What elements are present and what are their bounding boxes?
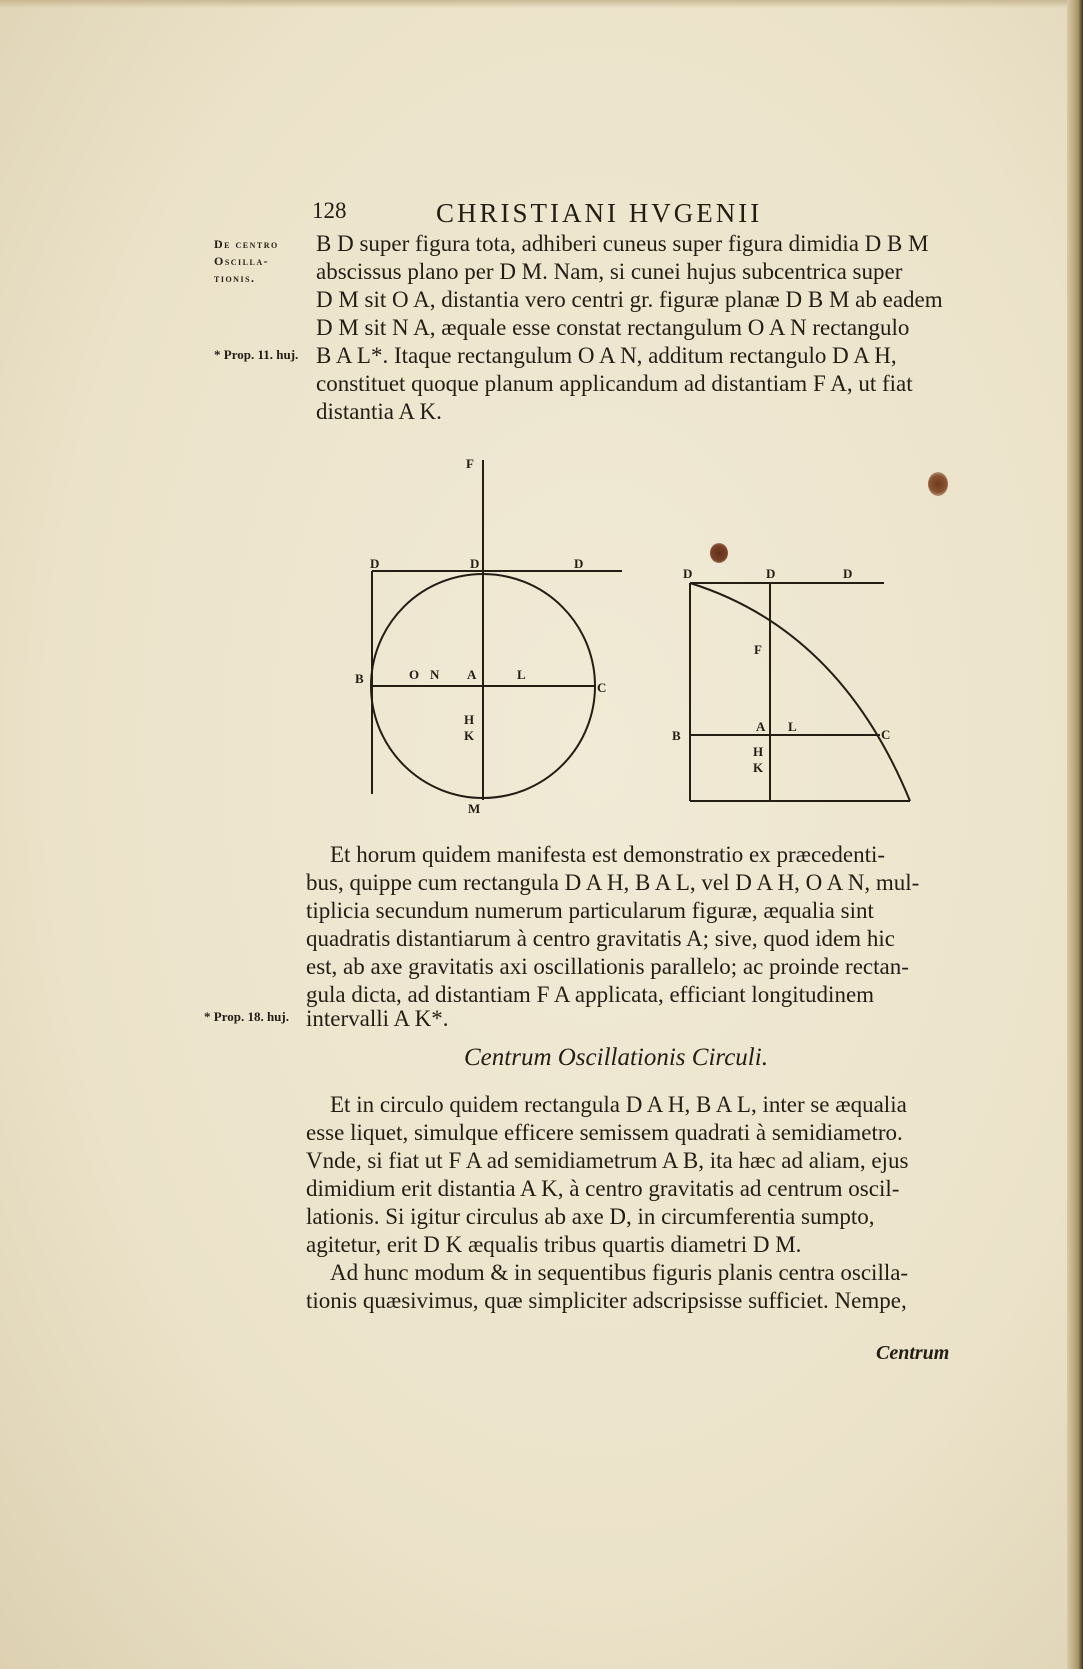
text-line: intervalli A K*. — [306, 1006, 449, 1031]
text-line: gula dicta, ad distantiam F A applicata, efficiant longitudinem — [306, 982, 875, 1007]
label-l: L — [517, 667, 526, 682]
figure-semiparabola-labels — [672, 566, 890, 775]
text-line: abscissus plano per D M. Nam, si cunei hujus subcentrica super — [316, 259, 903, 284]
text-line: Ad hunc modum & in sequentibus figuris planis centra oscilla- — [330, 1260, 909, 1285]
text-line: dimidium erit distantia A K, à centro gravitatis ad centrum oscil- — [306, 1176, 900, 1201]
text-line: quadratis distantiarum à centro gravitatis A; sive, quod idem hic — [306, 926, 895, 951]
label-d: D — [683, 566, 693, 581]
text-line: lationis. Si igitur circulus ab axe D, in circumferentia sumpto, — [306, 1204, 875, 1229]
label-m: M — [468, 801, 481, 816]
label-n: N — [430, 667, 440, 682]
figure-semiparabola — [690, 583, 910, 801]
margin-reference: * Prop. 11. huj. — [214, 347, 299, 362]
label-d: D — [370, 556, 380, 571]
label-f: F — [754, 642, 762, 657]
text-line: tionis quæsivimus, quæ simpliciter adscripsisse sufficiet. Nempe, — [306, 1288, 907, 1313]
label-a: A — [756, 719, 766, 734]
section-heading: Centrum Oscillationis Circuli. — [464, 1044, 768, 1071]
label-b: B — [672, 728, 681, 743]
page-number: 128 — [312, 198, 347, 223]
text-line: distantia A K. — [316, 399, 442, 424]
text-line: est, ab axe gravitatis axi oscillationis parallelo; ac proinde rectan- — [306, 954, 909, 979]
text-line: B D super figura tota, adhiberi cuneus super figura dimidia D B M — [316, 231, 929, 256]
text-line: D M sit N A, æquale esse constat rectangulum O A N rectangulo — [316, 315, 910, 340]
margin-reference: * Prop. 18. huj. — [204, 1009, 289, 1024]
text-line: Vnde, si fiat ut F A ad semidiametrum A B, ita hæc ad aliam, ejus — [306, 1148, 909, 1173]
label-d: D — [843, 566, 853, 581]
label-l: L — [788, 719, 797, 734]
label-c: C — [881, 727, 891, 742]
label-c: C — [597, 680, 607, 695]
text-line: tiplicia secundum numerum particularum figuræ, æqualia sint — [306, 898, 874, 923]
margin-note-line: De centro — [214, 237, 279, 251]
margin-note-line: Oscilla- — [214, 254, 270, 268]
text-line: Et horum quidem manifesta est demonstratio ex præcedenti- — [330, 842, 886, 867]
text-line: D M sit O A, distantia vero centri gr. figuræ planæ D B M ab eadem — [316, 287, 943, 312]
label-h: H — [464, 712, 475, 727]
margin-note-line: tionis. — [214, 271, 256, 285]
label-b: B — [355, 671, 364, 686]
label-d: D — [574, 556, 584, 571]
figure-circle — [371, 460, 622, 800]
running-title: CHRISTIANI HVGENII — [436, 198, 763, 228]
label-k: K — [464, 728, 475, 743]
label-f: F — [466, 456, 474, 471]
text-line: Et in circulo quidem rectangula D A H, B A L, inter se æqualia — [330, 1092, 907, 1117]
label-a: A — [467, 667, 477, 682]
label-k: K — [753, 760, 764, 775]
label-h: H — [753, 744, 764, 759]
text-line: bus, quippe cum rectangula D A H, B A L, vel D A H, O A N, mul- — [306, 870, 920, 895]
figure-circle-labels — [355, 456, 606, 816]
text-line: B A L*. Itaque rectangulum O A N, additum rectangulo D A H, — [316, 343, 897, 368]
catchword: Centrum — [876, 1342, 950, 1364]
label-d: D — [766, 566, 776, 581]
text-line: constituet quoque planum applicandum ad distantiam F A, ut fiat — [316, 371, 913, 396]
curve-dc — [690, 583, 910, 801]
label-o: O — [409, 667, 420, 682]
label-d: D — [470, 556, 480, 571]
text-line: agitetur, erit D K æqualis tribus quartis diametri D M. — [306, 1232, 802, 1257]
text-line: esse liquet, simulque efficere semissem quadrati à semidiametro. — [306, 1120, 903, 1145]
